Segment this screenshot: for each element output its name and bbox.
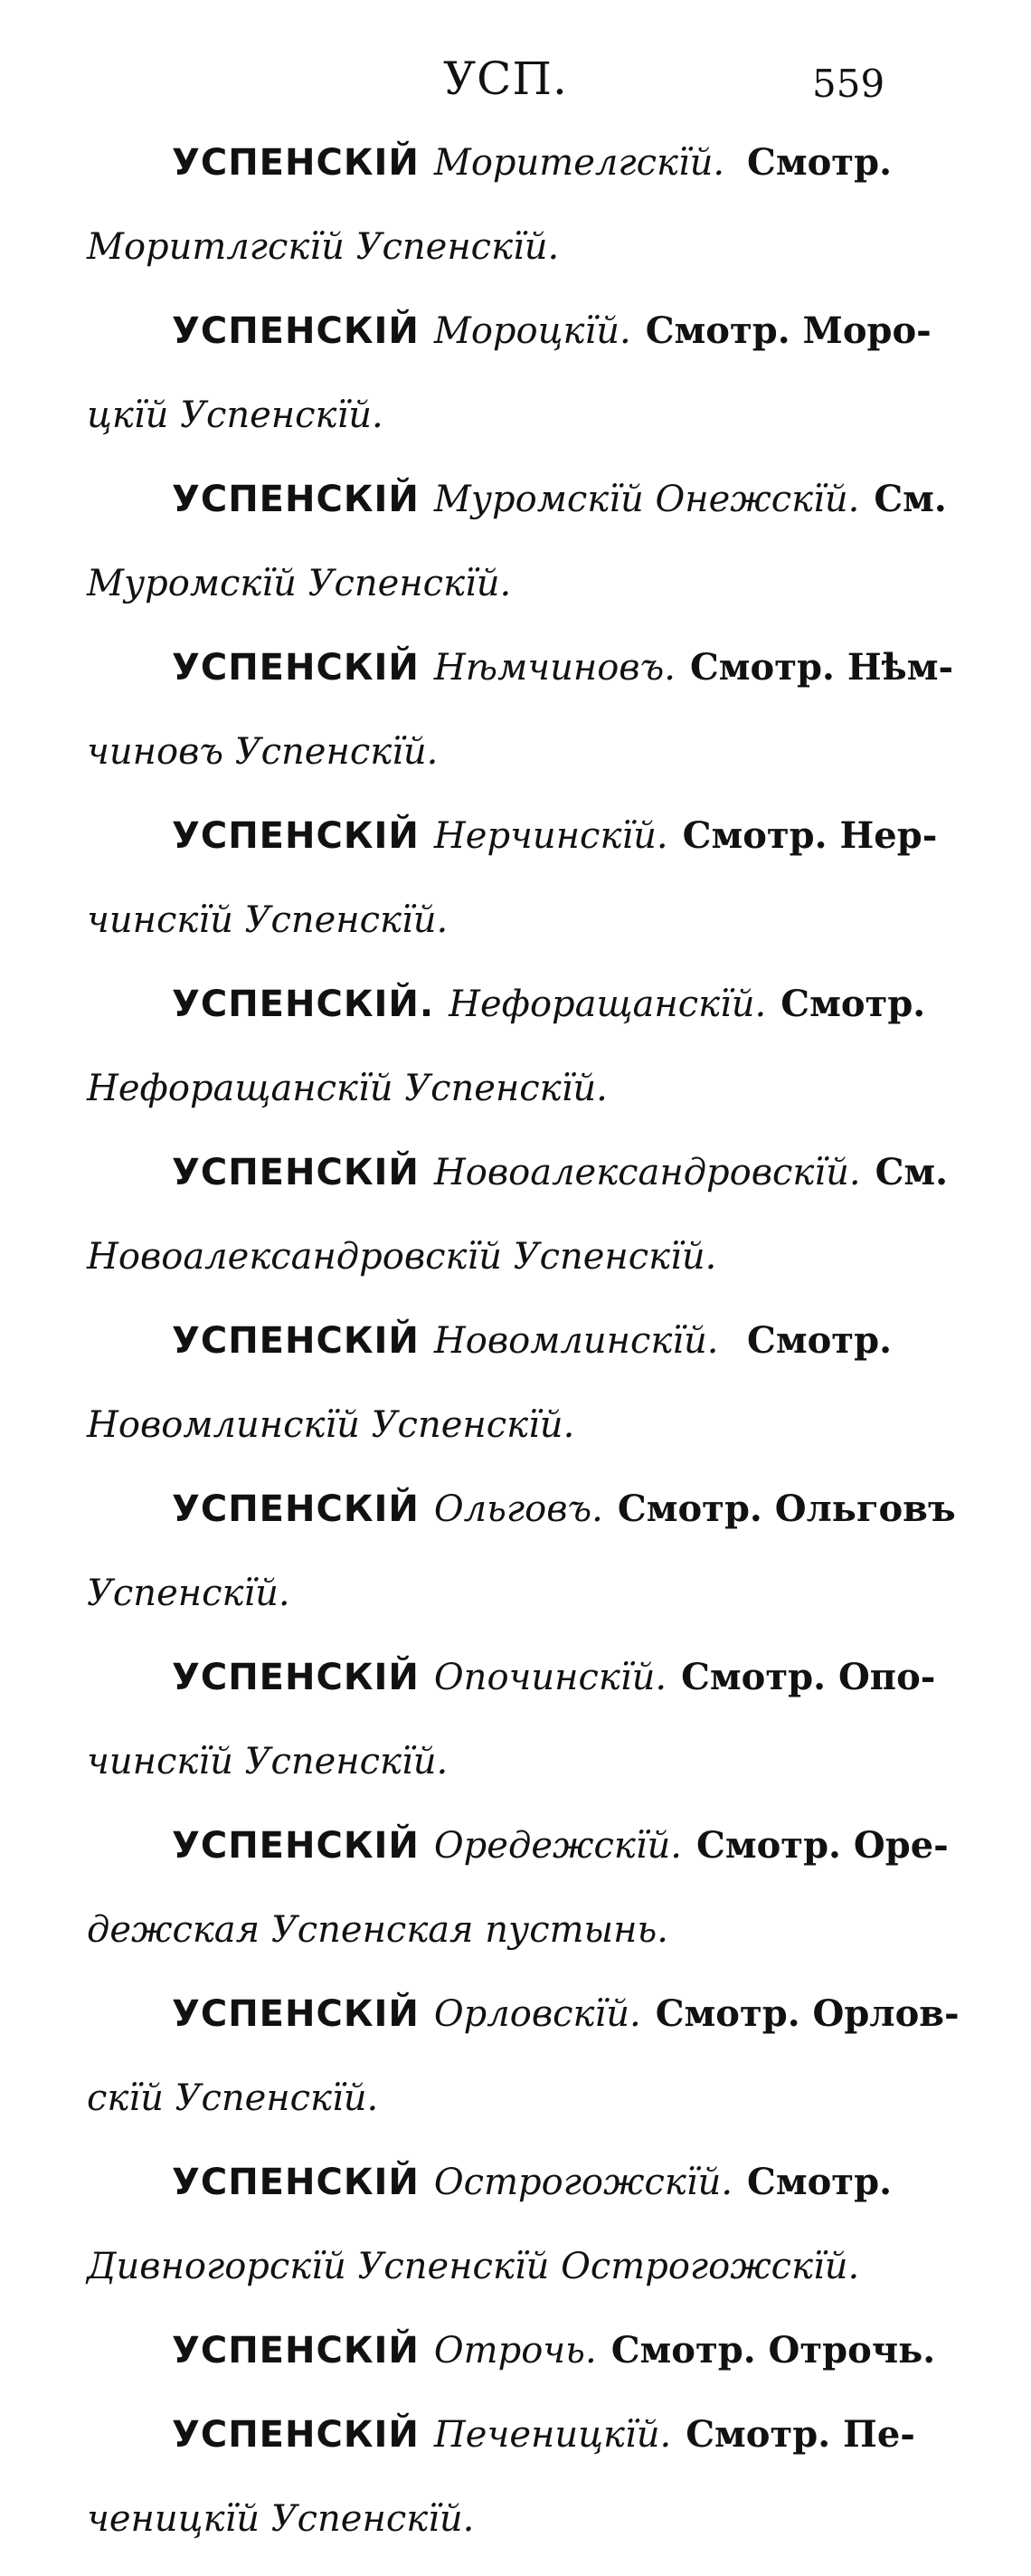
entry-place: Нѣмчиновъ. xyxy=(433,647,676,689)
entry-line xyxy=(87,136,892,220)
entry-reference: Смотр. xyxy=(780,983,926,1025)
entry-place: Отрочь. xyxy=(433,2330,597,2372)
entry-headword: УСПЕНСКІЙ xyxy=(172,142,420,184)
entry-line xyxy=(87,809,938,893)
entry-continuation: цкїй Успенскїй. xyxy=(87,394,383,436)
entry-reference: Смотр. Оре- xyxy=(696,1824,949,1867)
entry-continuation: Дивногорскїй Успенскїй Острогожскїй. xyxy=(87,2246,860,2287)
entry-reference: Смотр. Опо- xyxy=(681,1656,936,1698)
entry-headword: УСПЕНСКІЙ xyxy=(172,1320,420,1362)
entry-headword: УСПЕНСКІЙ xyxy=(172,479,420,520)
entry-reference: Смотр. Моро- xyxy=(645,309,932,352)
entry-place: Мороцкїй. xyxy=(433,310,631,352)
entry-place: Морителгскїй. xyxy=(433,142,725,184)
entry-line xyxy=(87,977,926,1061)
entry-line xyxy=(87,1987,960,2071)
entry-reference: Смотр. Нер- xyxy=(682,814,938,857)
entry-line xyxy=(87,1482,956,1566)
entry-continuation: Успенскїй. xyxy=(87,1573,290,1614)
entry-reference: См. xyxy=(874,478,947,520)
entry-continuation: скїй Успенскїй. xyxy=(87,2077,379,2119)
entry-headword: УСПЕНСКІЙ xyxy=(172,1993,420,2035)
dictionary-entries xyxy=(87,136,960,2576)
entry-headword: УСПЕНСКІЙ xyxy=(172,1152,420,1193)
page-number: 559 xyxy=(812,62,885,106)
entry-continuation: Новоалександровскїй Успенскїй. xyxy=(87,1236,717,1278)
entry-place: Печеницкїй. xyxy=(433,2414,672,2456)
entry-place: Новоалександровскїй. xyxy=(433,1152,861,1193)
entry-line xyxy=(87,1819,949,1903)
entry-reference: Смотр. Орлов- xyxy=(655,1992,960,2035)
entry-headword: УСПЕНСКІЙ xyxy=(172,1825,420,1867)
entry-line xyxy=(87,2408,915,2492)
entry-continuation: Нефоращанскїй Успенскїй. xyxy=(87,1068,608,1109)
entry-reference: Смотр. Отрочь. xyxy=(610,2329,936,2372)
entry-place: Нефоращанскїй. xyxy=(449,984,767,1025)
entry-headword: УСПЕНСКІЙ xyxy=(172,2330,420,2372)
entry-line xyxy=(87,1145,949,1230)
entry-reference: Смотр. xyxy=(747,2161,892,2203)
entry-continuation: ченицкїй Успенскїй. xyxy=(87,2498,475,2540)
entry-continuation: чинскїй Успенскїй. xyxy=(87,1741,449,1782)
entry-reference: Смотр. xyxy=(747,1319,892,1362)
entry-place: Острогожскїй. xyxy=(433,2162,733,2203)
entry-continuation: Муромскїй Успенскїй. xyxy=(87,563,512,604)
entry-headword: УСПЕНСКІЙ xyxy=(172,2162,420,2203)
entry-place: Опочинскїй. xyxy=(433,1657,667,1698)
entry-place: Орловскїй. xyxy=(433,1993,641,2035)
entry-continuation: чинскїй Успенскїй. xyxy=(87,899,449,941)
entry-reference: См. xyxy=(875,1151,949,1193)
entry-continuation: чиновъ Успенскїй. xyxy=(87,731,439,773)
entry-headword: УСПЕНСКІЙ xyxy=(172,2414,420,2456)
entry-line xyxy=(87,472,947,556)
entry-headword: УСПЕНСКІЙ xyxy=(172,647,420,689)
entry-line xyxy=(87,304,932,388)
entry-headword: УСПЕНСКІЙ xyxy=(172,815,420,857)
entry-place: Оредежскїй. xyxy=(433,1825,683,1867)
running-head: УСП. xyxy=(443,52,568,105)
entry-continuation: Моритлгскїй Успенскїй. xyxy=(87,226,560,268)
entry-continuation: дежская Успенская пустынь. xyxy=(87,1909,668,1951)
page-header xyxy=(0,52,1031,107)
entry-reference: Смотр. Пе- xyxy=(686,2413,915,2456)
entry-headword: УСПЕНСКІЙ. xyxy=(172,984,435,1025)
entry-continuation: Новомлинскїй Успенскїй. xyxy=(87,1404,575,1446)
entry-reference: Смотр. Нѣм- xyxy=(689,646,954,689)
entry-reference: Смотр. Ольговъ xyxy=(617,1488,956,1530)
entry-line xyxy=(87,1650,936,1735)
entry-line xyxy=(87,1314,892,1398)
entry-line xyxy=(87,641,954,725)
entry-headword: УСПЕНСКІЙ xyxy=(172,1488,420,1530)
entry-place: Новомлинскїй. xyxy=(433,1320,719,1362)
entry-line xyxy=(87,2155,892,2239)
entry-place: Нерчинскїй. xyxy=(433,815,668,857)
entry-reference: Смотр. xyxy=(747,141,892,184)
entry-headword: УСПЕНСКІЙ xyxy=(172,310,420,352)
entry-place: Муромскїй Онежскїй. xyxy=(433,479,860,520)
entry-headword: УСПЕНСКІЙ xyxy=(172,1657,420,1698)
entry-place: Ольговъ. xyxy=(433,1488,603,1530)
entry-line xyxy=(87,2324,936,2408)
